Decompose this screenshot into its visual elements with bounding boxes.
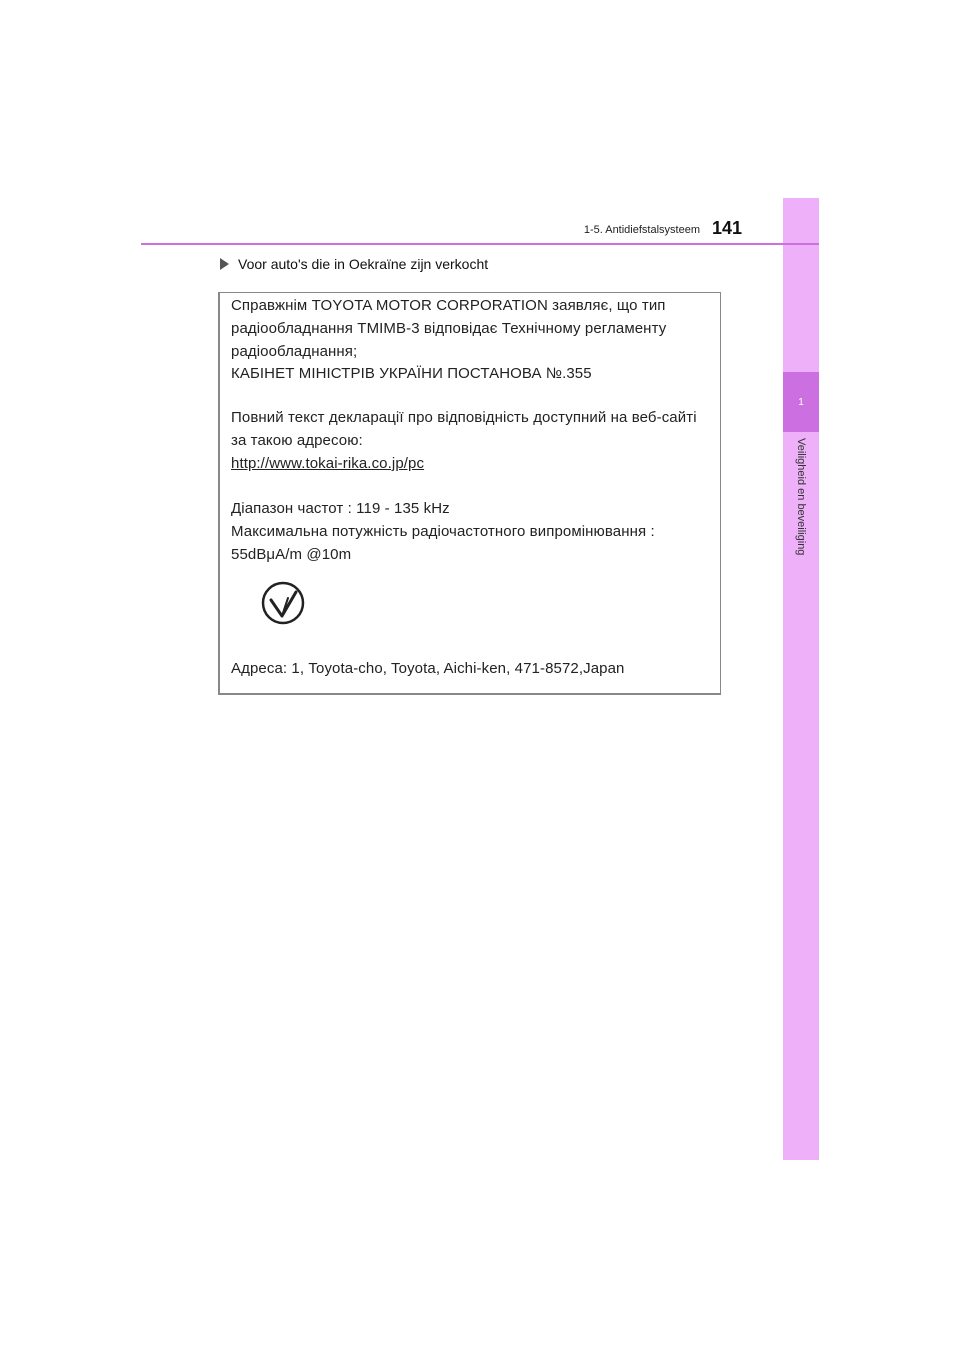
declaration-line: Справжнім TOYOTA MOTOR CORPORATION заявляє, що тип <box>231 297 666 314</box>
frequency-line: Діапазон частот : 119 - 135 kHz <box>231 500 450 517</box>
chapter-sidebar <box>783 198 819 1160</box>
full-text-line: за такою адресою: <box>231 432 363 449</box>
declaration-box <box>218 292 721 695</box>
ukrainian-conformity-mark-icon <box>258 578 308 628</box>
triangle-bullet-icon <box>220 258 229 270</box>
power-line: 55dBμA/m @10m <box>231 546 352 563</box>
bullet-heading <box>220 256 488 272</box>
page-number: 141 <box>712 218 743 238</box>
declaration-url-link[interactable]: http://www.tokai-rika.co.jp/pc <box>231 455 425 472</box>
power-line: Максимальна потужність радіочастотного випромінювання : <box>231 523 655 540</box>
full-text-line: Повний текст декларації про відповідність доступний на веб-сайті <box>231 409 697 426</box>
section-title: 1-5. Antidiefstalsysteem <box>583 224 700 236</box>
chapter-number-tab[interactable]: 1 <box>783 372 819 432</box>
header-divider <box>141 243 819 245</box>
bullet-heading-text: Voor auto's die in Oekraïne zijn verkocht <box>238 256 489 272</box>
declaration-line: радіообладнання; <box>231 343 358 360</box>
chapter-label: Veiligheid en beveiliging <box>795 438 807 556</box>
declaration-line: радіообладнання TMIMB-3 відповідає Технічному регламенту <box>231 320 667 337</box>
address-line: Адреса: 1, Toyota-cho, Toyota, Aichi-ken, 471-8572,Japan <box>231 660 625 677</box>
declaration-line: КАБІНЕТ МІНІСТРІВ УКРАЇНИ ПОСТАНОВА №.355 <box>231 365 592 382</box>
